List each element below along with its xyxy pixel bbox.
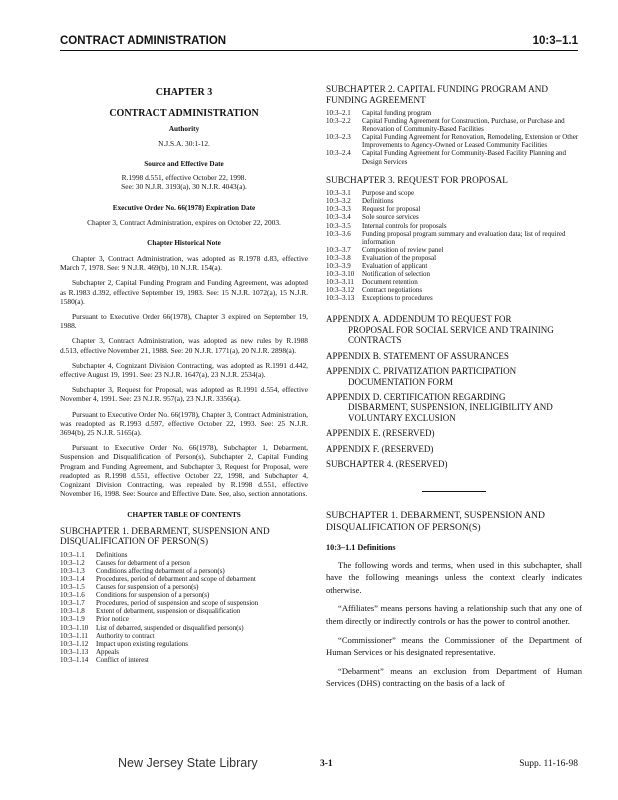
toc-item: 10:3–3.1 Purpose and scope	[326, 189, 415, 198]
left-column	[60, 84, 308, 664]
toc-item: 10:3–1.1 Definitions	[60, 550, 128, 559]
toc-item: 10:3–2.1 Capital funding program	[326, 109, 432, 117]
exec-order-text: Chapter 3, Contract Administration, expires on October 22, 2003.	[87, 217, 281, 227]
subchapter-1-heading: SUBCHAPTER 1. DEBARMENT, SUSPENSION AND DISQUALIFICATION OF PERSON(S)	[326, 510, 545, 533]
toc-item: 10:3–1.5 Causes for suspension of a person(s)	[60, 583, 199, 592]
running-header	[60, 34, 578, 51]
toc-subchapter-2-title: SUBCHAPTER 2. CAPITAL FUNDING PROGRAM AND FUNDING AGREEMENT	[326, 84, 549, 105]
toc-subchapter-2	[326, 109, 582, 166]
toc-item: 10:3–3.10 Notification of selection	[326, 270, 431, 279]
history-note: Chapter 3, Contract Administration, was adopted as R.1978 d.83, effective March 7, 1978. See: 9 N.J.R. 469(b), 10 N.J.R. 154(a).	[60, 254, 308, 273]
right-column	[326, 84, 582, 690]
exec-order-heading: Executive Order No. 66(1978) Expiration Date	[112, 204, 256, 213]
body-paragraph: “Debarment” means an exclusion from Department of Human Services (DHS) contracting on the basis of a lack of	[326, 665, 582, 689]
subchapter-4-reserved: SUBCHAPTER 4. (RESERVED)	[326, 458, 448, 469]
source-text: R.1998 d.551, effective October 22, 1998.	[121, 173, 247, 183]
appendix-f: APPENDIX F. (RESERVED)	[326, 443, 434, 454]
header-title: CONTRACT ADMINISTRATION	[60, 35, 227, 47]
toc-item: 10:3–1.8 Extent of debarment, suspension or disqualification	[60, 607, 241, 616]
toc-heading: CHAPTER TABLE OF CONTENTS	[127, 510, 241, 519]
body-paragraph: “Commissioner” means the Commissioner of the Department of Human Services or his designated representative.	[326, 634, 582, 658]
page-number: 3-1	[320, 759, 333, 769]
history-note: Pursuant to Executive Order No. 66(1978), Chapter 3, Contract Administration, was readopted as R.1993 d.597, effective October 22, 1993. See: 25 N.J.R. 3694(b), 25 N.J.R. 5165(a).	[60, 409, 308, 438]
body-paragraph: The following words and terms, when used in this subchapter, shall have the following meanings unless the context clearly indicates otherwise.	[326, 559, 582, 595]
history-heading: Chapter Historical Note	[147, 238, 221, 247]
appendix-a: APPENDIX A. ADDENDUM TO REQUEST FOR PROPOSAL FOR SOCIAL SERVICE AND TRAINING CONTRACTS	[326, 314, 554, 346]
toc-item: 10:3–1.12 Impact upon existing regulations	[60, 639, 188, 648]
toc-item: 10:3–1.7 Procedures, period of suspension and scope of suspension	[60, 599, 259, 608]
chapter-title: CONTRACT ADMINISTRATION	[109, 108, 259, 120]
toc-item: 10:3–1.3 Conditions affecting debarment of a person(s)	[60, 566, 225, 575]
toc-item: 10:3–3.13 Exceptions to procedures	[326, 294, 433, 303]
toc-subchapter-1-title: SUBCHAPTER 1. DEBARMENT, SUSPENSION AND DISQUALIFICATION OF PERSON(S)	[60, 525, 270, 547]
appendix-list	[326, 314, 582, 469]
toc-item: 10:3–3.9 Evaluation of applicant	[326, 262, 428, 270]
toc-item: 10:3–2.4 Capital Funding Agreement for Community-Based Facility Planning and Design Services	[326, 149, 566, 166]
toc-item: 10:3–1.10 List of debarred, suspended or disqualified person(s)	[60, 623, 244, 632]
history-note: Subchapter 4, Cognizant Division Contracting, was adopted as R.1991 d.442, effective August 19, 1991. See: 23 N.J.R. 1647(a), 23 N.J.R. 2534(a).	[60, 360, 308, 380]
toc-subchapter-1	[60, 551, 308, 664]
toc-item: 10:3–2.3 Capital Funding Agreement for Renovation, Remodeling, Extension or Other Improvements to Agency-Owned or Leased Community Facilities	[326, 133, 579, 150]
library-watermark: New Jersey State Library	[118, 756, 258, 770]
source-heading: Source and Effective Date	[144, 159, 224, 168]
toc-item: 10:3–3.11 Document retention	[326, 278, 418, 287]
source-see: See: 30 N.J.R. 3193(a), 30 N.J.R. 4043(a).	[121, 182, 247, 192]
toc-item: 10:3–1.14 Conflict of interest	[60, 655, 149, 664]
toc-item: 10:3–1.6 Conditions for suspension of a person(s)	[60, 591, 210, 600]
chapter-number: CHAPTER 3	[155, 87, 213, 98]
appendix-b: APPENDIX B. STATEMENT OF ASSURANCES	[326, 350, 509, 361]
toc-item: 10:3–3.3 Request for proposal	[326, 205, 421, 214]
section-divider	[422, 491, 486, 492]
header-section: 10:3–1.1	[532, 35, 578, 47]
history-note: Pursuant to Executive Order 66(1978), Chapter 3 expired on September 19, 1988.	[60, 312, 308, 331]
toc-item: 10:3–1.4 Procedures, period of debarment and scope of debarment	[60, 574, 256, 583]
supplement-date: Supp. 11-16-98	[519, 759, 578, 769]
toc-item: 10:3–2.2 Capital Funding Agreement for Construction, Purchase, or Purchase and Renovation of Community-Based Facilities	[326, 117, 565, 134]
toc-item: 10:3–3.5 Internal controls for proposals	[326, 221, 447, 230]
authority-heading: Authority	[168, 125, 200, 134]
history-note: Subchapter 3, Request for Proposal, was adopted as R.1991 d.554, effective November 4, 1991. See: 23 N.J.R. 957(a), 23 N.J.R. 3356(a).	[60, 385, 308, 404]
toc-item: 10:3–1.9 Prior notice	[60, 615, 129, 624]
toc-item: 10:3–3.2 Definitions	[326, 197, 394, 206]
toc-item: 10:3–1.13 Appeals	[60, 647, 119, 656]
appendix-d: APPENDIX D. CERTIFICATION REGARDING DISBARMENT, SUSPENSION, INELIGIBILITY AND VOLUNTARY EXCLUSION	[326, 391, 553, 423]
history-note: Subchapter 2, Capital Funding Program and Funding Agreement, was adopted as R.1983 d.392, effective September 19, 1983. See: 15 N.J.R. 1072(a), 15 N.J.R. 1580(a).	[60, 278, 308, 306]
history-note: Pursuant to Executive Order No. 66(1978), Subchapter 1, Debarment, Suspension and Disqualification of Person(s), Subchapter 2, Capital Funding Program and Funding Agreement, and Subchapter 3, Request for Proposal, were readopted as R.1998 d.551, effective October 22, 1998, and Subchapter 4, Cognizant Division Contracting, was repealed by R.1998 d.551, effective November 16, 1998. See: Source and Effective Date. See, also, section annotations.	[60, 443, 308, 499]
toc-subchapter-3-title: SUBCHAPTER 3. REQUEST FOR PROPOSAL	[326, 174, 508, 185]
toc-item: 10:3–3.4 Sole source services	[326, 213, 419, 222]
toc-item: 10:3–1.2 Causes for debarment of a person	[60, 558, 190, 567]
toc-item: 10:3–3.7 Composition of review panel	[326, 245, 444, 254]
history-note: Chapter 3, Contract Administration, was adopted as new rules by R.1988 d.513, effective November 21, 1988. See: 20 N.J.R. 1771(a), 20 N.J.R. 2898(a).	[60, 336, 308, 355]
toc-subchapter-3	[326, 189, 582, 302]
section-heading: 10:3–1.1 Definitions	[326, 543, 396, 553]
toc-item: 10:3–1.11 Authority to contract	[60, 631, 155, 640]
authority-text: N.J.S.A. 30:1-12.	[158, 138, 210, 148]
toc-item: 10:3–3.6 Funding proposal program summary and evaluation data; list of required information	[326, 229, 566, 246]
toc-item: 10:3–3.12 Contract negotiations	[326, 286, 423, 295]
appendix-c: APPENDIX C. PRIVATIZATION PARTICIPATION DOCUMENTATION FORM	[326, 366, 517, 387]
body-paragraph: “Affiliates” means persons having a relationship such that any one of them directly or indirectly controls or has the power to control another.	[326, 603, 582, 626]
appendix-e: APPENDIX E. (RESERVED)	[326, 428, 435, 439]
toc-item: 10:3–3.8 Evaluation of the proposal	[326, 253, 437, 262]
